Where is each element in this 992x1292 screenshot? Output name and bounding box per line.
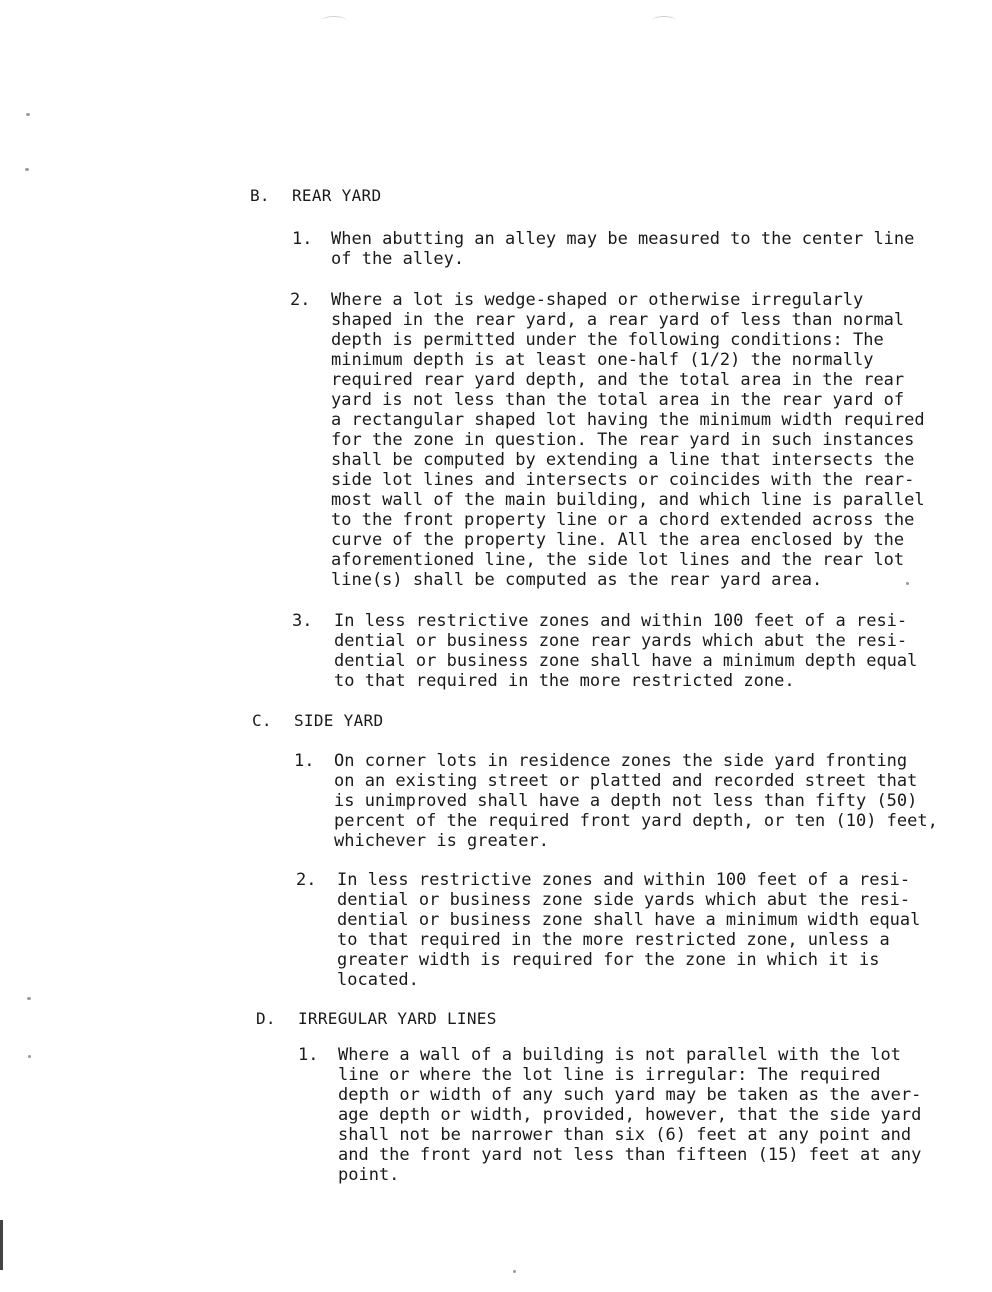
scan-mark-top-right: [652, 16, 676, 25]
item-number: 2.: [290, 290, 311, 310]
section-letter: C.: [252, 711, 272, 730]
item-number: 1.: [294, 751, 315, 771]
section-letter: D.: [256, 1009, 276, 1028]
item-number: 1.: [298, 1045, 319, 1065]
scan-speck: [27, 997, 31, 1000]
scan-edge-mark: [0, 1220, 3, 1270]
scan-speck: [28, 1055, 31, 1058]
item-number: 1.: [292, 229, 313, 249]
scan-speck: [513, 1270, 516, 1273]
item-text: Where a lot is wedge-shaped or otherwise irregularly shaped in the rear yard, a rear yard of less than normal depth is permitted under the following conditions: The minimum depth is at least one-half (1/2) the normally required rear yard depth, and the total area in the rear yard is not less than the total area in the rear yard of a rectangular shaped lot having the minimum width required for the zone in question. The rear yard in such instances shall be computed by extending a line that intersects the side lot lines and intersects or coincides with the rear- most wall of the main building, and which line is parallel to the front property line or a chord extended across the curve of the property line. All the area enclosed by the aforementioned line, the side lot lines and the rear lot line(s) shall be computed as the rear yard area.: [331, 290, 925, 590]
scan-speck: [26, 113, 30, 116]
section-heading: [250, 186, 381, 205]
section-title: IRREGULAR YARD LINES: [298, 1009, 497, 1028]
scan-mark-top-left: [322, 16, 346, 25]
section-letter: B.: [250, 186, 270, 205]
item-text: In less restrictive zones and within 100 feet of a resi- dential or business zone side yards which abut the resi- dential or business zone shall have a minimum width equal to that required in the more restricted zone, unless a greater width is required for the zone in which it is located.: [337, 870, 921, 990]
section-title: SIDE YARD: [294, 711, 384, 730]
item-number: 3.: [292, 611, 313, 631]
scan-speck: [25, 168, 29, 171]
item-text: In less restrictive zones and within 100 feet of a resi- dential or business zone rear yards which abut the resi- dential or business zone shall have a minimum depth equal to that required in the more restricted zone.: [334, 611, 918, 691]
item-text: On corner lots in residence zones the side yard fronting on an existing street or platted and recorded street that is unimproved shall have a depth not less than fifty (50) percent of the required front yard depth, or ten (10) feet, whichever is greater.: [334, 751, 938, 851]
item-number: 2.: [296, 870, 317, 890]
section-title: REAR YARD: [292, 186, 382, 205]
item-text: Where a wall of a building is not parallel with the lot line or where the lot line is irregular: The required depth or width of any such yard may be taken as the aver- age depth or width, provided, however, that the side yard shall not be narrower than six (6) feet at any point and and the front yard not less than fifteen (15) feet at any point.: [338, 1045, 922, 1185]
section-heading: [252, 711, 383, 730]
section-heading: [256, 1009, 497, 1028]
item-text: When abutting an alley may be measured to the center line of the alley.: [331, 229, 915, 269]
